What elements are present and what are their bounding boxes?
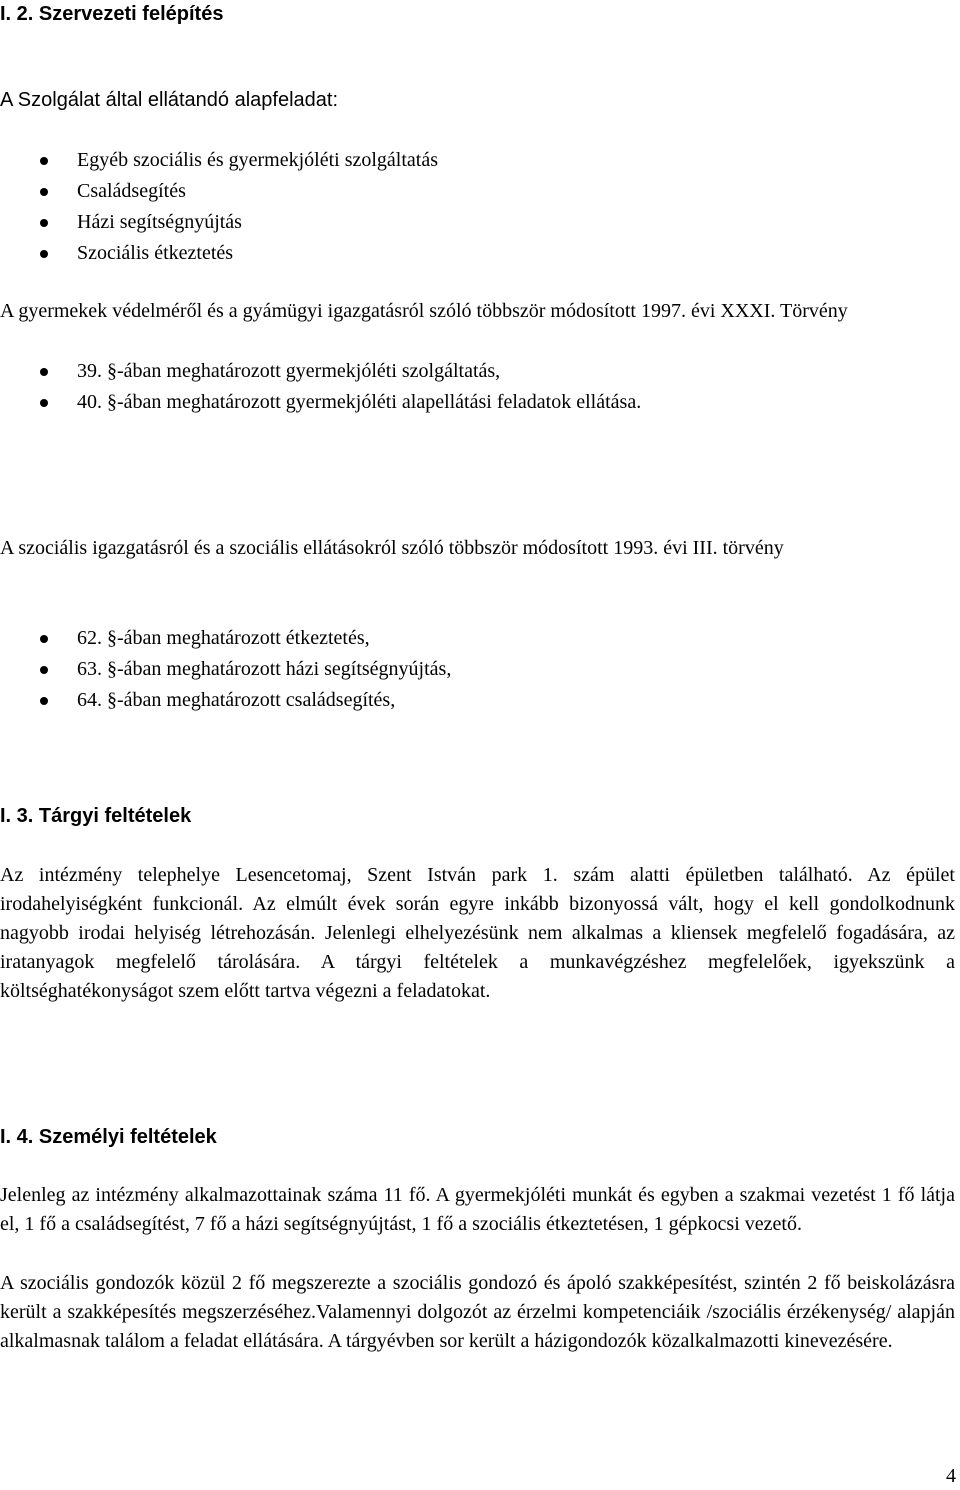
bullet-icon [40,635,48,643]
list-item: Szociális étkeztetés [40,238,438,269]
list-item: Egyéb szociális és gyermekjóléti szolgáltatás [40,145,438,176]
list-item: Családsegítés [40,176,438,207]
section-title-organization: I. 2. Szervezeti felépítés [0,3,224,25]
bullet-icon [40,157,48,165]
bullet-icon [40,188,48,196]
section-title-material-conditions: I. 3. Tárgyi feltételek [0,805,192,827]
bullet-icon [40,697,48,705]
bullet-icon [40,399,48,407]
bullet-icon [40,666,48,674]
bullet-icon [40,250,48,258]
child-protection-law-intro: A gyermekek védelméről és a gyámügyi igazgatásról szóló többször módosított 1997. évi XXXI. Törvény [0,300,848,322]
personnel-conditions-text-1: Jelenleg az intézmény alkalmazottainak száma 11 fő. A gyermekjóléti munkát és egyben a szakmai vezetést 1 fő látja el, 1 fő a családsegítést, 7 fő a házi segítségnyújtást, 1 fő a szociális étkeztetésen, 1 gépkocsi vezető. [0,1184,955,1235]
section-title-personnel-conditions: I. 4. Személyi feltételek [0,1126,217,1148]
bullet-icon [40,368,48,376]
basic-task-subtitle: A Szolgálat által ellátandó alapfeladat: [0,89,339,111]
page-number: 4 [946,1465,956,1487]
social-law-list [40,623,451,716]
bullet-icon [40,219,48,227]
list-item: 39. §-ában meghatározott gyermekjóléti szolgáltatás, [40,356,641,387]
basic-task-list [40,145,438,269]
child-protection-law-list [40,356,641,418]
list-item: 62. §-ában meghatározott étkeztetés, [40,623,451,654]
social-law-intro: A szociális igazgatásról és a szociális ellátásokról szóló többször módosított 1993. évi III. törvény [0,537,784,559]
material-conditions-text: Az intézmény telephelye Lesencetomaj, Szent István park 1. szám alatti épületben található. Az épület irodahelyiségként funkcionál. Az elmúlt évek során egyre inkább bizonyossá vált, hogy el kell gondolkodnunk nagyobb irodai helyiség létrehozásán. Jelenlegi elhelyezésünk nem alkalmas a kliensek megfelelő fogadására, az iratanyagok megfelelő tárolására. A tárgyi feltételek a munkavégzéshez megfelelőek, igyekszünk a költséghatékonyságot szem előtt tartva végezni a feladatokat. [0,864,955,1002]
personnel-conditions-text-2: A szociális gondozók közül 2 fő megszerezte a szociális gondozó és ápoló szakképesítést, szintén 2 fő beiskolázásra került a szakképesítés megszerzéséhez.Valamennyi dolgozót az érzelmi kompetenciáik /szociális érzékenység/ alapján alkalmasnak találom a feladat ellátására. A tárgyévben sor került a házigondozók közalkalmazotti kinevezésére. [0,1272,955,1352]
list-item: Házi segítségnyújtás [40,207,438,238]
list-item: 63. §-ában meghatározott házi segítségnyújtás, [40,654,451,685]
list-item: 40. §-ában meghatározott gyermekjóléti alapellátási feladatok ellátása. [40,387,641,418]
list-item: 64. §-ában meghatározott családsegítés, [40,685,451,716]
